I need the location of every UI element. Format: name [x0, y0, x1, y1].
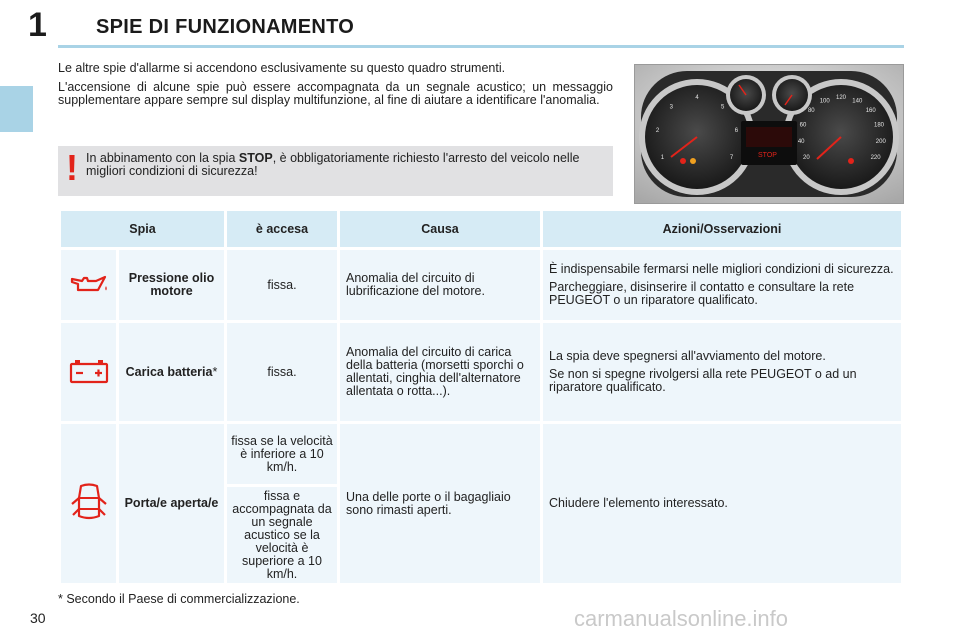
page-title: SPIE DI FUNZIONAMENTO	[96, 16, 355, 38]
warning-text-stop: STOP	[238, 151, 273, 165]
speed-dial-numeral: 180	[873, 122, 885, 129]
light-status: fissa.	[227, 323, 337, 421]
warning-icon: !	[66, 147, 78, 188]
light-cause: Anomalia del circuito di carica della batteria (morsetti sporchi o allentati, cinghia dell'alternatore allentata o rotta...).	[340, 323, 540, 421]
action-text: Chiudere l'elemento interessato.	[549, 496, 728, 510]
dashboard-photo	[634, 64, 904, 204]
battery-icon	[69, 358, 109, 384]
dashboard-lamp-icon	[690, 158, 696, 164]
watermark: carmanualsonline.info	[574, 606, 789, 631]
speed-dial-numeral: 40	[797, 139, 805, 146]
action-text: La spia deve spegnersi all'avviamento del motore.	[549, 349, 826, 363]
rpm-dial-numeral: 4	[695, 95, 699, 101]
light-actions	[543, 424, 901, 583]
icon-cell	[61, 323, 116, 421]
table-row	[61, 250, 901, 320]
warning-text-post: , è obbligatoriamente richiesto l'arresto del veicolo nelle migliori condizioni di sicurezza!	[86, 151, 580, 178]
instrument-cluster-illustration	[635, 65, 903, 203]
page-number: 30	[30, 610, 46, 626]
header-accesa: è accesa	[227, 211, 337, 247]
warning-text	[86, 152, 606, 178]
speed-dial-numeral: 160	[865, 108, 876, 115]
header-azioni: Azioni/Osservazioni	[543, 211, 901, 247]
speed-dial-numeral: 20	[803, 155, 810, 161]
dashboard-stop-label: STOP	[758, 152, 777, 159]
icon-cell	[61, 424, 116, 583]
speed-dial-numeral: 60	[799, 122, 807, 129]
light-cause: Anomalia del circuito di lubrificazione del motore.	[340, 250, 540, 320]
intro-paragraph-1: Le altre spie d'allarme si accendono esclusivamente su questo quadro strumenti.	[58, 61, 506, 75]
speed-dial-numeral: 220	[870, 155, 881, 161]
chapter-side-tab	[0, 86, 33, 132]
light-name: Pressione olio motore	[119, 250, 224, 320]
table-row	[61, 424, 901, 484]
speed-dial-numeral: 100	[819, 98, 830, 105]
light-status: fissa e accompagnata da un segnale acustico se la velocità è superiore a 10 km/h.	[227, 487, 337, 583]
oil-can-icon	[69, 272, 109, 296]
warning-box	[58, 146, 613, 196]
light-actions	[543, 323, 901, 421]
speed-dial-numeral: 80	[807, 108, 815, 115]
rpm-dial-numeral: 5	[721, 104, 725, 111]
action-text: Parcheggiare, disinserire il contatto e consultare la rete PEUGEOT o un riparatore qualificato.	[549, 280, 855, 307]
rpm-dial-numeral: 1	[660, 155, 665, 161]
warning-lights-table	[58, 208, 904, 586]
light-name-text: Carica batteria	[125, 364, 213, 379]
speed-dial-numeral: 200	[875, 139, 886, 146]
rpm-dial-numeral: 7	[729, 155, 734, 161]
rpm-dial-numeral: 3	[669, 104, 673, 111]
rpm-dial-numeral: 2	[655, 128, 660, 135]
light-actions	[543, 250, 901, 320]
light-name	[119, 323, 224, 421]
rpm-dial-numeral: 6	[734, 128, 739, 135]
light-status: fissa.	[227, 250, 337, 320]
table-header-row	[61, 211, 901, 247]
action-text: Se non si spegne rivolgersi alla rete PEUGEOT o ad un riparatore qualificato.	[549, 367, 857, 394]
warning-text-pre: In abbinamento con la spia	[86, 151, 239, 165]
intro-text	[58, 62, 613, 113]
footnote-mark: *	[212, 364, 218, 379]
light-cause: Una delle porte o il bagagliaio sono rimasti aperti.	[340, 424, 540, 583]
icon-cell	[61, 250, 116, 320]
header-rule	[58, 45, 904, 48]
light-status: fissa se la velocità è inferiore a 10 km/h.	[227, 424, 337, 484]
header-spia: Spia	[61, 211, 224, 247]
chapter-number: 1	[28, 6, 47, 44]
action-text: È indispensabile fermarsi nelle migliori condizioni di sicurezza.	[549, 262, 894, 276]
table-row	[61, 323, 901, 421]
speed-dial-numeral: 140	[852, 98, 863, 105]
footnote: * Secondo il Paese di commercializzazione.	[58, 592, 300, 606]
intro-paragraph-2: L'accensione di alcune spie può essere accompagnata da un segnale acustico; un messaggio supplementare appare sempre sul display multifunzione, al fine di aiutare a identificare l'anomalia.	[58, 80, 613, 107]
dashboard-warning-lamp-icon	[680, 158, 686, 164]
dashboard-warning-lamp-icon	[848, 158, 854, 164]
header-causa: Causa	[340, 211, 540, 247]
door-open-icon	[71, 482, 107, 522]
light-name: Porta/e aperta/e	[119, 424, 224, 583]
speed-dial-numeral: 120	[835, 95, 847, 101]
